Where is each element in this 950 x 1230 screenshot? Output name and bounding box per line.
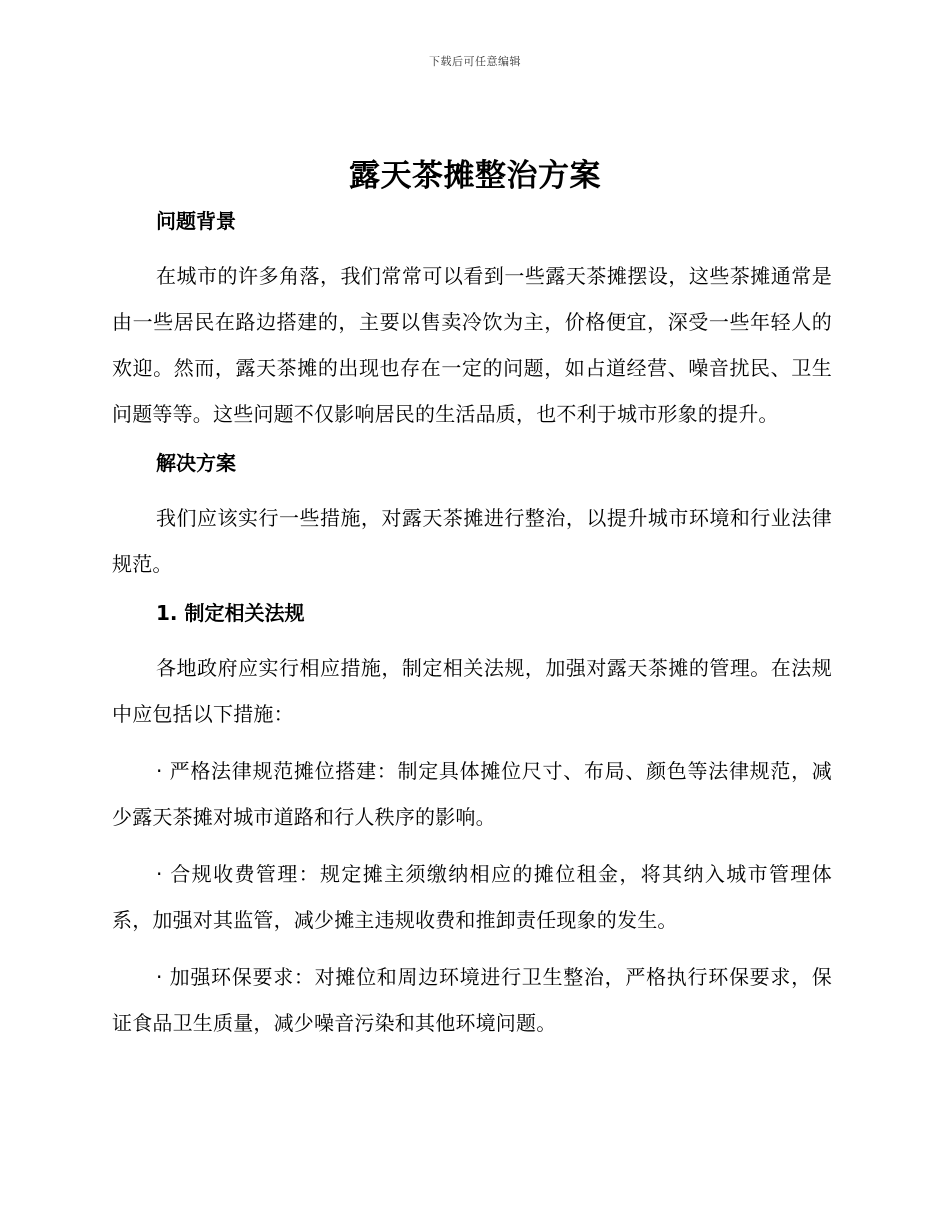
paragraph-background: 在城市的许多角落，我们常常可以看到一些露天茶摊摆设，这些茶摊通常是由一些居民在路边搭建的，主要以售卖冷饮为主，价格便宜，深受一些年轻人的欢迎。然而，露天茶摊的出现也存在一定的问题，如占道经营、噪音扰民、卫生问题等等。这些问题不仅影响居民的生活品质，也不利于城市形象的提升。 — [112, 264, 832, 426]
paragraph-solution: 我们应该实行一些措施，对露天茶摊进行整治，以提升城市环境和行业法律规范。 — [112, 506, 832, 576]
document-title: 露天茶摊整治方案 — [349, 158, 601, 194]
bullet-stall-construction: · 严格法律规范摊位搭建：制定具体摊位尺寸、布局、颜色等法律规范，减少露天茶摊对城市道路和行人秩序的影响。 — [112, 759, 832, 829]
paragraph-regulation: 各地政府应实行相应措施，制定相关法规，加强对露天茶摊的管理。在法规中应包括以下措施： — [112, 656, 832, 726]
section-heading-background: 问题背景 — [156, 209, 236, 233]
section-heading-solution: 解决方案 — [156, 451, 236, 475]
page-header-note: 下载后可任意编辑 — [429, 55, 521, 68]
section-heading-regulation: 1. 制定相关法规 — [156, 601, 305, 625]
bullet-fee-management: · 合规收费管理：规定摊主须缴纳相应的摊位租金，将其纳入城市管理体系，加强对其监管，减少摊主违规收费和推卸责任现象的发生。 — [112, 862, 832, 932]
document-body — [112, 206, 832, 1057]
bullet-environmental-requirements: · 加强环保要求：对摊位和周边环境进行卫生整治，严格执行环保要求，保证食品卫生质量，减少噪音污染和其他环境问题。 — [112, 965, 832, 1035]
